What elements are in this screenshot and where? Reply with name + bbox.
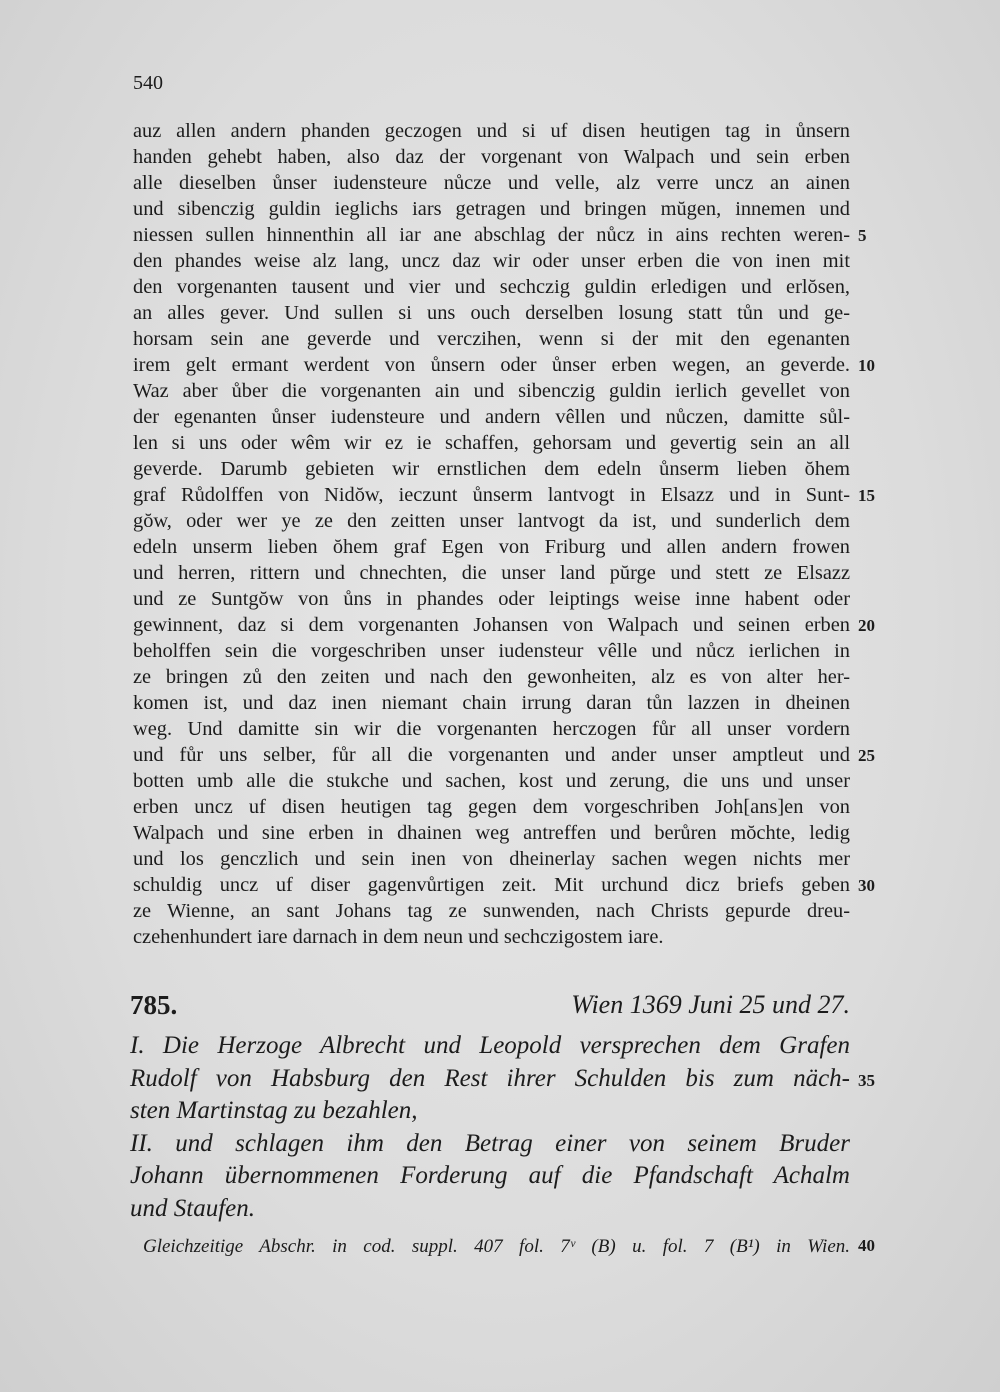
summary-line: Rudolf von Habsburg den Rest ihrer Schulden bis zum näch- (130, 1064, 850, 1092)
text-line: alle dieselben ůnser iudensteure nůcze und velle, alz verre uncz an ainen (133, 172, 850, 194)
line-number: 30 (858, 876, 875, 895)
text-line: und ze Suntgŏw von ůns in phandes oder leiptings weise inne habent oder (133, 588, 850, 610)
text-line: der egenanten ůnser iudensteure und andern vêllen und nůczen, damitte sůl- (133, 406, 850, 428)
line-number: 15 (858, 486, 875, 505)
text-line: irem gelt ermant werdent von ůnsern oder ůnser erben wegen, an geverde. (133, 354, 850, 376)
text-line: Walpach und sine erben in dhainen weg antreffen und berůren mŏchte, ledig (133, 822, 850, 844)
text-line: den phandes weise alz lang, uncz daz wir oder unser erben die von inen mit (133, 250, 850, 272)
document-summary (130, 1030, 850, 1225)
text-line: weg. Und damitte sin wir die vorgenanten herczogen fůr all unser vordern (133, 718, 850, 740)
text-line: geverde. Darumb gebieten wir ernstlichen dem edeln ůnserm lieben ŏhem (133, 458, 850, 480)
text-line: niessen sullen hinnenthin all iar ane abschlag der nůcz in ains rechten weren- (133, 224, 850, 246)
text-line: und sibenczig guldin ieglichs iars getragen und bringen mŭgen, innemen und (133, 198, 850, 220)
text-line: len si uns oder wêm wir ez ie schaffen, gehorsam und gevertig sein an all (133, 432, 850, 454)
line-number: 20 (858, 616, 875, 635)
text-line: an alles gever. Und sullen si uns ouch derselben losung statt tůn und ge- (133, 302, 850, 324)
text-line: gŏw, oder wer ye ze den zeitten unser lantvogt da ist, und sunderlich dem (133, 510, 850, 532)
text-line: den vorgenanten tausent und vier und sechczig guldin erledigen und erlŏsen, (133, 276, 850, 298)
text-line: ze Wienne, an sant Johans tag ze sunwenden, nach Christs gepurde dreu- (133, 900, 850, 922)
summary-line: sten Martinstag zu bezahlen, (130, 1097, 418, 1124)
summary-line-number: 35 (858, 1070, 875, 1090)
text-line: czehenhundert iare darnach in dem neun und sechczigostem iare. (133, 926, 664, 948)
text-line: erben uncz uf disen heutigen tag gegen dem vorgeschriben Joh[ans]en von (133, 796, 850, 818)
text-line: beholffen sein die vorgeschriben unser iudensteur vêlle und nůcz ierlichen in (133, 640, 850, 662)
summary-line: und Staufen. (130, 1194, 255, 1222)
text-line: botten umb alle die stukche und sachen, kost und zerung, die uns und unser (133, 770, 850, 792)
text-line: schuldig uncz uf diser gagenvůrtigen zeit. Mit urchund dicz briefs geben (133, 874, 850, 896)
text-line: graf Růdolffen von Nidŏw, ieczunt ůnserm lantvogt in Elsazz und in Sunt- (133, 484, 850, 506)
text-line: ze bringen zů den zeiten und nach den gewonheiten, alz es von alter her- (133, 666, 850, 688)
line-number: 25 (858, 746, 875, 765)
document-number: 785. (130, 990, 178, 1020)
text-line: und fůr uns selber, fůr all die vorgenanten und ander unser amptleut und (133, 744, 850, 766)
text-line: Waz aber ůber die vorgenanten ain und sibenczig guldin ierlich gevellet von (133, 380, 850, 402)
text-line: und herren, rittern und chnechten, die unser land pŭrge und stett ze Elsazz (133, 562, 850, 584)
source-note: Gleichzeitige Abschr. in cod. suppl. 407 fol. 7ᵛ (B) u. fol. 7 (B¹) in Wien. (143, 1236, 850, 1257)
text-line: edeln unserm lieben ŏhem graf Egen von Friburg und allen andern frowen (133, 536, 850, 558)
text-line: handen gehebt haben, also daz der vorgenant von Walpach und sein erben (133, 146, 850, 168)
summary-line: I. Die Herzoge Albrecht und Leopold versprechen dem Grafen (130, 1032, 850, 1059)
source-line-number: 40 (858, 1236, 875, 1255)
body-text (133, 118, 850, 950)
document-date: Wien 1369 Juni 25 und 27. (571, 990, 850, 1019)
page-number: 540 (133, 72, 163, 94)
summary-line: Johann übernommenen Forderung auf die Pfandschaft Achalm (130, 1162, 850, 1189)
text-line: gewinnent, daz si dem vorgenanten Johansen von Walpach und seinen erben (133, 614, 850, 636)
text-line: auz allen andern phanden geczogen und si uf disen heutigen tag in ůnsern (133, 120, 850, 142)
text-line: komen ist, und daz inen niemant chain irrung daran tůn lazzen in dheinen (133, 692, 850, 714)
line-number: 10 (858, 356, 875, 375)
line-number: 5 (858, 226, 867, 245)
document-header (130, 990, 850, 1030)
text-line: und los genczlich und sein inen von dheinerlay sachen wegen nichts mer (133, 848, 850, 870)
text-line: horsam sein ane geverde und verczihen, wenn si der mit den egenanten (133, 328, 850, 350)
summary-line: II. und schlagen ihm den Betrag einer von seinem Bruder (130, 1129, 850, 1157)
